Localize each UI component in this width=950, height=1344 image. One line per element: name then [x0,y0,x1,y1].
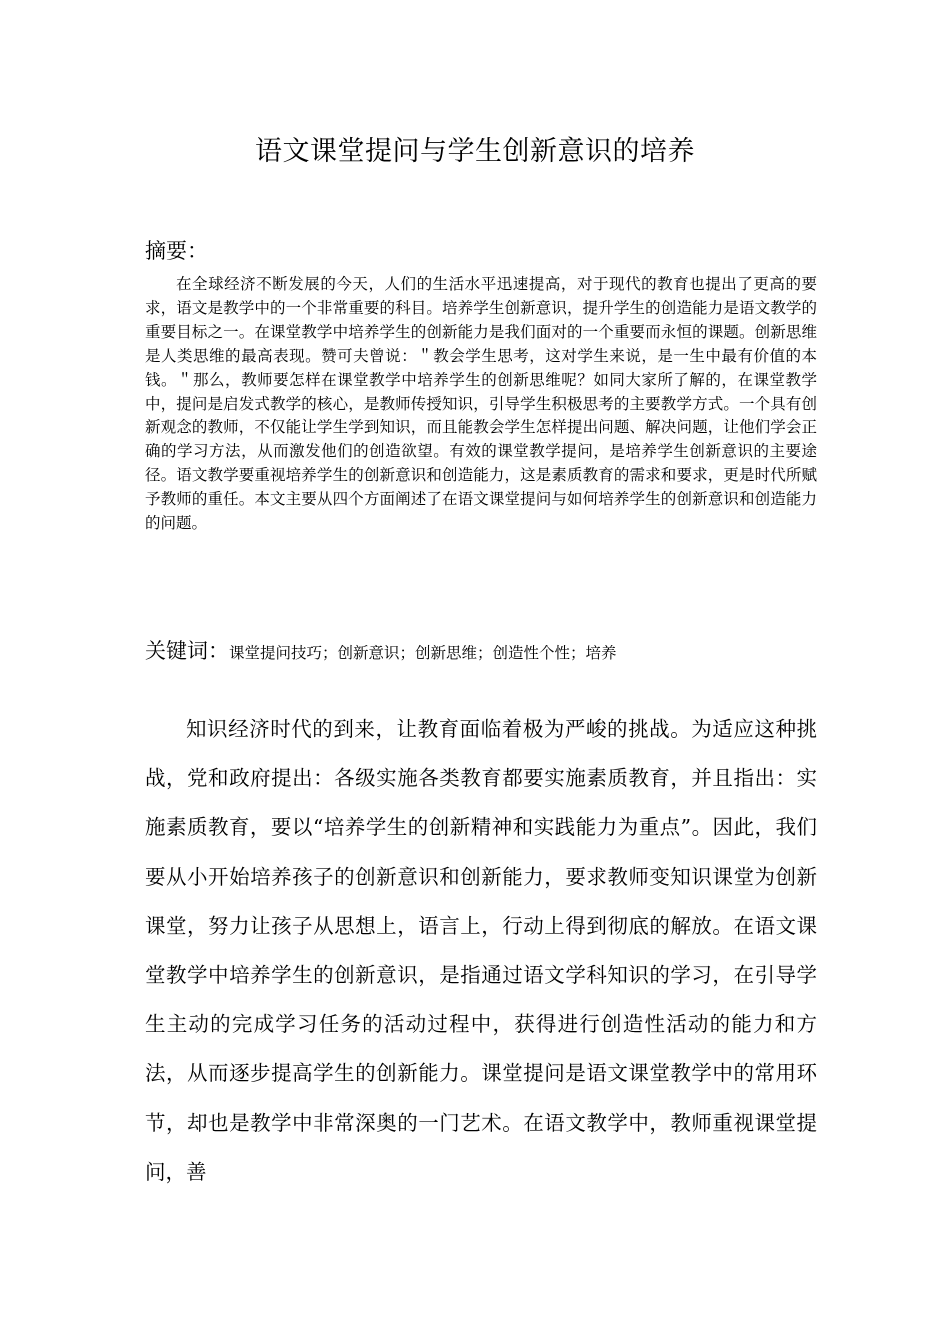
keywords-label: 关键词： [145,639,229,663]
document-title: 语文课堂提问与学生创新意识的培养 [255,136,695,167]
abstract-heading: 摘要： [145,239,208,263]
keywords-values: 课堂提问技巧；创新意识；创新思维；创造性个性；培养 [229,644,617,662]
keywords-line [145,636,825,668]
body-paragraph: 知识经济时代的到来，让教育面临着极为严峻的挑战。为适应这种挑战，党和政府提出：各级实施各类教育都要实施素质教育，并且指出：实施素质教育，要以“培养学生的创新精神和实践能力为重点”。因此，我们要从小开始培养孩子的创新意识和创新能力，要求教师变知识课堂为创新课堂，努力让孩子从思想上，语言上，行动上得到彻底的解放。在语文课堂教学中培养学生的创新意识，是指通过语文学科知识的学习，在引导学生主动的完成学习任务的活动过程中，获得进行创造性活动的能力和方法，从而逐步提高学生的创新能力。课堂提问是语文课堂教学中的常用环节，却也是教学中非常深奥的一门艺术。在语文教学中，教师重视课堂提问，善 [145,717,817,1184]
abstract-text: 在全球经济不断发展的今天，人们的生活水平迅速提高，对于现代的教育也提出了更高的要求，语文是教学中的一个非常重要的科目。培养学生创新意识，提升学生的创造能力是语文教学的重要目标之一。在课堂教学中培养学生的创新能力是我们面对的一个重要而永恒的课题。创新思维是人类思维的最高表现。赞可夫曾说：＂教会学生思考，这对学生来说，是一生中最有价值的本钱。＂那么，教师要怎样在课堂教学中培养学生的创新思维呢？如同大家所了解的，在课堂教学中，提问是启发式教学的核心，是教师传授知识，引导学生积极思考的主要教学方式。一个具有创新观念的教师，不仅能让学生学到知识，而且能教会学生怎样提出问题、解决问题，让他们学会正确的学习方法，从而激发他们的创造欲望。有效的课堂教学提问，是培养学生创新意识的主要途径。语文教学要重视培养学生的创新意识和创造能力，这是素质教育的需求和要求，更是时代所赋予教师的重任。本文主要从四个方面阐述了在语文课堂提问与如何培养学生的创新意识和创造能力的问题。 [145,275,817,533]
